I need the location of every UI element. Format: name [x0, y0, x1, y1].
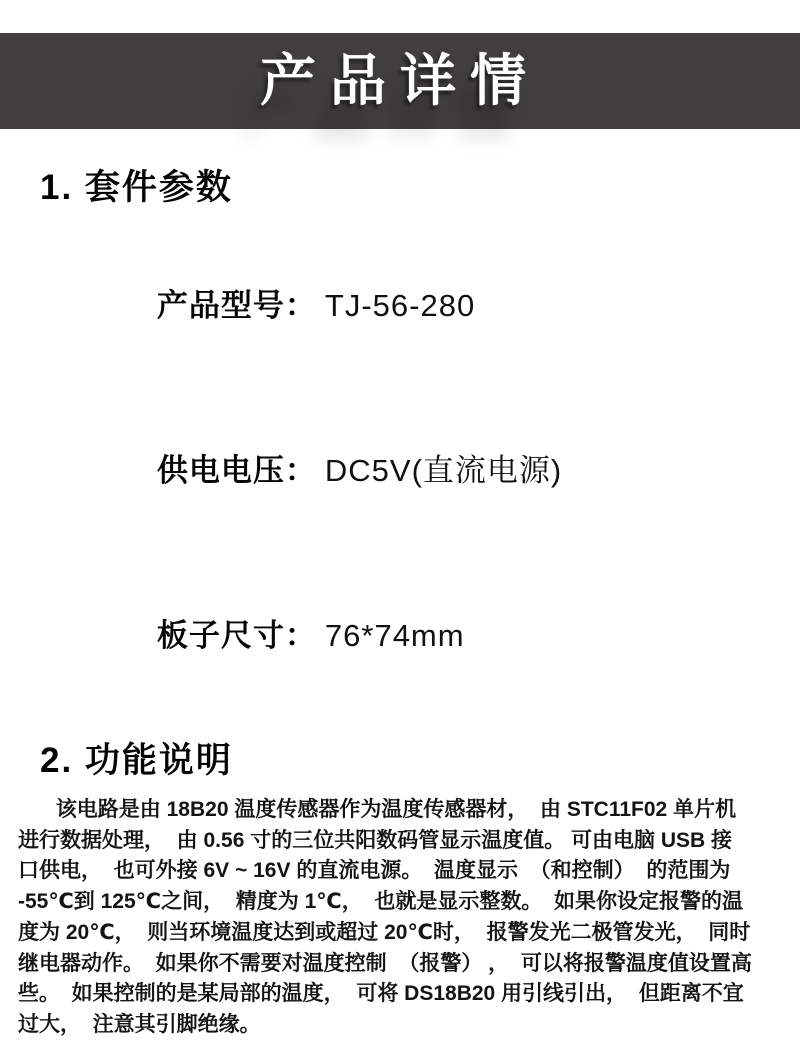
- function-description-paragraph: [18, 795, 782, 1041]
- paragraph-line: 进行数据处理， 由 0.56 寸的三位共阳数码管显示温度值。 可由电脑 USB 接: [18, 828, 733, 852]
- paragraph-line: 过大， 注意其引脚绝缘。: [18, 1012, 261, 1036]
- section-heading-kit-params: 1. 套件参数: [40, 168, 233, 207]
- paragraph-line: 些。 如果控制的是某局部的温度， 可将 DS18B20 用引线引出， 但距离不宜: [18, 982, 744, 1006]
- param-value-voltage: DC5V(直流电源): [324, 452, 563, 488]
- param-value-model: TJ-56-280: [324, 287, 476, 323]
- param-list: [88, 223, 800, 718]
- param-row-board-size: [88, 553, 800, 718]
- section-function-description: [0, 738, 800, 1041]
- section-heading-function-description: 2. 功能说明: [40, 740, 233, 780]
- param-row-voltage: [88, 388, 800, 553]
- paragraph-line: 口供电， 也可外接 6V ~ 16V 的直流电源。 温度显示 （和控制） 的范围为: [18, 859, 731, 883]
- param-value-board-size: 76*74mm: [324, 617, 465, 653]
- param-label-voltage: 供电电压：: [156, 452, 317, 488]
- param-row-model: [88, 223, 800, 388]
- paragraph-line: 该电路是由 18B20 温度传感器作为温度传感器材， 由 STC11F02 单片机: [55, 798, 737, 821]
- page-title: 产品详情: [260, 49, 540, 112]
- paragraph-line: 度为 20℃， 则当环境温度达到或超过 20℃时， 报警发光二极管发光， 同时: [18, 920, 751, 944]
- param-label-board-size: 板子尺寸：: [156, 617, 317, 653]
- paragraph-line: 继电器动作。 如果你不需要对温度控制 （报警） ， 可以将报警温度值设置高: [18, 951, 752, 975]
- section-kit-params: [0, 165, 800, 718]
- param-label-model: 产品型号：: [156, 287, 317, 323]
- banner: [0, 33, 800, 129]
- product-detail-page: [0, 33, 800, 1041]
- paragraph-line: -55℃到 125℃之间， 精度为 1℃， 也就是显示整数。 如果你设定报警的温: [18, 890, 744, 914]
